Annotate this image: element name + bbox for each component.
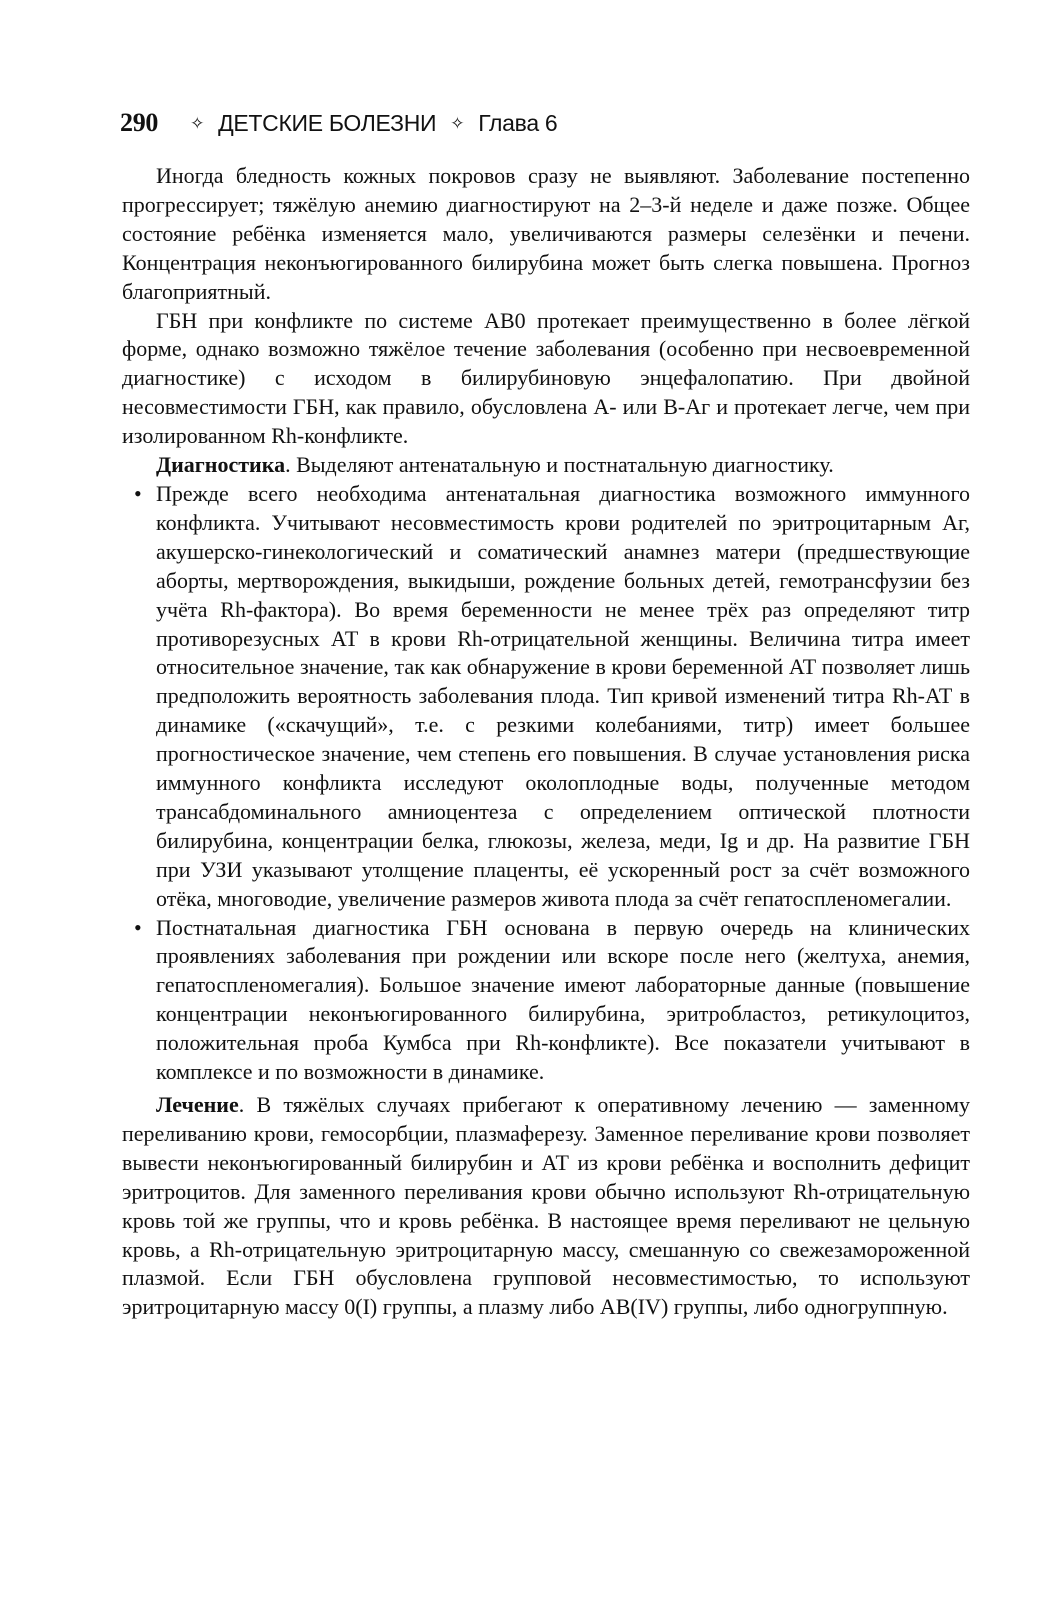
main-text: [122, 162, 970, 1322]
list-item-postnatal: [122, 914, 970, 1087]
diamond-separator-icon: ✧: [450, 114, 465, 133]
list-item-text: Постнатальная диагностика ГБН основана в первую очередь на клинических проявлениях заболевания при рождении или вскоре после него (желтуха, анемия, гепатоспленомегалия). Большое значение имеют лабораторные данные (повышение концентрации неконъюгированного билирубина, эритробластоз, ретикулоцитоз, положительная проба Кумбса при Rh-конфликте). Все показатели учитывают в комплексе и по возможности в динамике.: [156, 914, 970, 1085]
diagnostics-heading: Диагностика: [156, 452, 286, 478]
bullet-icon: •: [134, 480, 142, 506]
list-item-antenatal: [122, 480, 970, 914]
treatment-text: . В тяжёлых случаях прибегают к оперативному лечению — заменному переливанию крови, гемосорбции, плазмаферезу. Заменное переливание крови позволяет вывести неконъюгированный билирубин и АТ из крови ребёнка и восполнить дефицит эритроцитов. Для заменного переливания крови обычно используют Rh-отрицательную кровь той же группы, что и кровь ребёнка. В настоящее время переливают не цельную кровь, а Rh-отрицательную эритроцитарную массу, смешанную со свежезамороженной плазмой. Если ГБН обусловлена групповой несовместимостью, то используют эритроцитарную массу 0(I) группы, а плазму либо AB(IV) группы, либо одногруппную.: [122, 1092, 970, 1320]
diagnostics-intro-text: . Выделяют антенатальную и постнатальную диагностику.: [285, 452, 834, 478]
list-item-text: Прежде всего необходима антенатальная диагностика возможного иммунного конфликта. Учитывают несовместимость крови родителей по эритроцитарным Аг, акушерско-гинекологический и соматический анамнез матери (предшествующие аборты, мертворождения, выкидыши, рождение больных детей, гемотрансфузии без учёта Rh-фактора). Во время беременности не менее трёх раз определяют титр противорезусных АТ в крови Rh-отрицательной женщины. Величина титра имеет относительное значение, так как обнаружение в крови беременной АТ позволяет лишь предположить вероятность заболевания плода. Тип кривой изменений титра Rh-АТ в динамике («скачущий», т.е. с резкими колебаниями, титр) имеет большее прогностическое значение, чем степень его повышения. В случае установления риска иммунного конфликта исследуют околоплодные воды, полученные методом трансабдоминального амниоцентеза с определением оптической плотности билирубина, концентрации белка, глюкозы, железа, меди, Ig и др. На развитие ГБН при УЗИ указывают утолщение плаценты, её ускоренный рост за счёт возможного отёка, многоводие, увеличение размеров живота плода за счёт гепатоспленомегалии.: [156, 480, 970, 911]
page-number: 290: [120, 108, 159, 137]
paragraph-treatment: [122, 1091, 970, 1322]
chapter-label: Глава 6: [478, 110, 558, 136]
bullet-icon: •: [134, 914, 142, 940]
diamond-separator-icon: ✧: [190, 114, 205, 133]
treatment-heading: Лечение: [156, 1092, 239, 1117]
paragraph-abo-conflict: ГБН при конфликте по системе АВ0 протекает преимущественно в более лёгкой форме, однако возможно тяжёлое течение заболевания (особенно при несвоевременной диагностике) с исходом в билирубиновую энцефалопатию. При двойной несовместимости ГБН, как правило, обусловлена А- или В-Аг и протекает легче, чем при изолированном Rh-конфликте.: [122, 307, 970, 449]
paragraph-anemia-course: Иногда бледность кожных покровов сразу не выявляют. Заболевание постепенно прогрессирует; тяжёлую анемию диагностируют на 2–3-й неделе и даже позже. Общее состояние ребёнка изменяется мало, увеличиваются размеры селезёнки и печени. Концентрация неконъюгированного билирубина может быть слегка повышена. Прогноз благоприятный.: [122, 163, 970, 304]
diagnostics-list: [122, 480, 970, 1087]
book-title: ДЕТСКИЕ БОЛЕЗНИ: [218, 110, 437, 136]
running-head: [120, 108, 557, 141]
paragraph-diagnostics-intro: [122, 451, 970, 480]
